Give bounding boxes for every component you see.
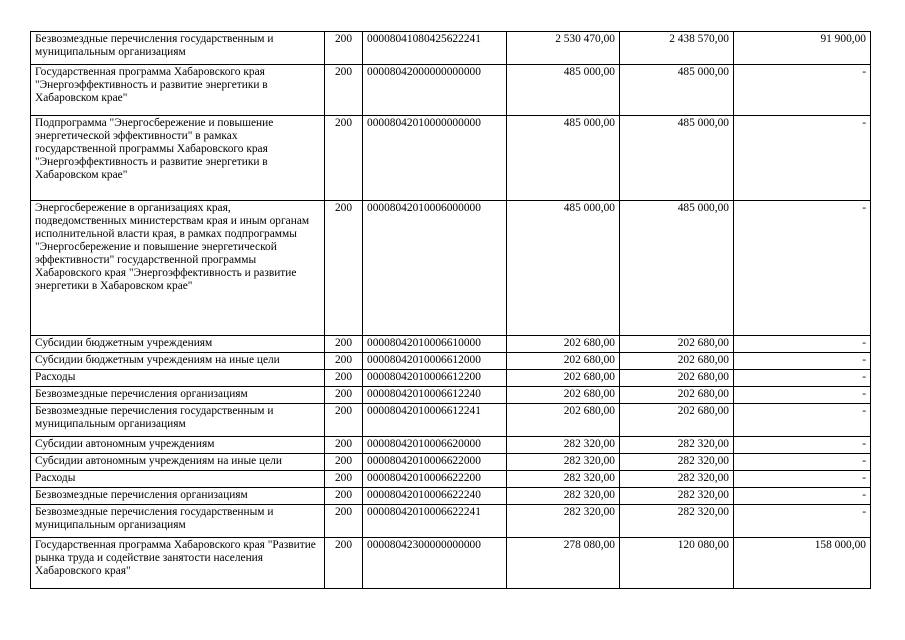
cell-plan: 202 680,00	[507, 404, 620, 437]
cell-diff: -	[734, 404, 871, 437]
cell-fact: 282 320,00	[620, 471, 734, 488]
budget-table-body	[31, 32, 871, 589]
cell-code: 200	[325, 353, 363, 370]
cell-diff: -	[734, 201, 871, 336]
cell-plan: 278 080,00	[507, 538, 620, 589]
cell-plan: 485 000,00	[507, 65, 620, 116]
cell-fact: 120 080,00	[620, 538, 734, 589]
cell-diff: 158 000,00	[734, 538, 871, 589]
cell-fact: 202 680,00	[620, 336, 734, 353]
table-row	[31, 201, 871, 336]
cell-code: 200	[325, 370, 363, 387]
cell-plan: 202 680,00	[507, 387, 620, 404]
cell-csr: 00008042010006612200	[363, 370, 507, 387]
cell-csr: 00008042010006610000	[363, 336, 507, 353]
cell-code: 200	[325, 116, 363, 201]
cell-plan: 282 320,00	[507, 488, 620, 505]
cell-csr: 00008042010006622000	[363, 454, 507, 471]
cell-plan: 485 000,00	[507, 201, 620, 336]
table-row	[31, 404, 871, 437]
cell-plan: 282 320,00	[507, 437, 620, 454]
cell-code: 200	[325, 201, 363, 336]
table-row	[31, 32, 871, 65]
cell-fact: 485 000,00	[620, 201, 734, 336]
cell-diff: 91 900,00	[734, 32, 871, 65]
cell-csr: 00008042010006620000	[363, 437, 507, 454]
cell-fact: 282 320,00	[620, 454, 734, 471]
cell-code: 200	[325, 437, 363, 454]
cell-diff: -	[734, 471, 871, 488]
cell-code: 200	[325, 65, 363, 116]
cell-name: Государственная программа Хабаровского края "Энергоэффективность и развитие энергетики в Хабаровском крае"	[31, 65, 325, 116]
table-row	[31, 454, 871, 471]
table-row	[31, 538, 871, 589]
table-row	[31, 437, 871, 454]
table-row	[31, 65, 871, 116]
cell-name: Безвозмездные перечисления организациям	[31, 488, 325, 505]
cell-plan: 202 680,00	[507, 336, 620, 353]
cell-fact: 485 000,00	[620, 116, 734, 201]
cell-name: Субсидии автономным учреждениям на иные цели	[31, 454, 325, 471]
table-row	[31, 488, 871, 505]
cell-name: Расходы	[31, 370, 325, 387]
cell-plan: 202 680,00	[507, 370, 620, 387]
cell-csr: 00008042000000000000	[363, 65, 507, 116]
cell-csr: 00008042010006612000	[363, 353, 507, 370]
cell-code: 200	[325, 454, 363, 471]
cell-plan: 282 320,00	[507, 471, 620, 488]
cell-diff: -	[734, 454, 871, 471]
cell-name: Безвозмездные перечисления государственным и муниципальным организациям	[31, 404, 325, 437]
cell-fact: 202 680,00	[620, 370, 734, 387]
cell-name: Энергосбережение в организациях края, подведомственных министерствам края и иным органам исполнительной власти края, в рамках подпрограммы "Энергосбережение и повышение энергетической эффективности" государственной программы Хабаровского края "Энергоэффективность и развитие энергетики в Хабаровском крае"	[31, 201, 325, 336]
cell-code: 200	[325, 32, 363, 65]
cell-csr: 00008042010006612240	[363, 387, 507, 404]
cell-code: 200	[325, 404, 363, 437]
table-row	[31, 353, 871, 370]
cell-name: Безвозмездные перечисления государственным и муниципальным организациям	[31, 32, 325, 65]
cell-plan: 2 530 470,00	[507, 32, 620, 65]
table-row	[31, 336, 871, 353]
cell-fact: 485 000,00	[620, 65, 734, 116]
cell-code: 200	[325, 505, 363, 538]
cell-diff: -	[734, 505, 871, 538]
cell-fact: 282 320,00	[620, 437, 734, 454]
cell-fact: 202 680,00	[620, 387, 734, 404]
cell-name: Субсидии бюджетным учреждениям	[31, 336, 325, 353]
cell-csr: 00008041080425622241	[363, 32, 507, 65]
cell-name: Безвозмездные перечисления государственным и муниципальным организациям	[31, 505, 325, 538]
cell-name: Субсидии автономным учреждениям	[31, 437, 325, 454]
cell-fact: 202 680,00	[620, 404, 734, 437]
table-row	[31, 387, 871, 404]
cell-diff: -	[734, 387, 871, 404]
budget-table	[30, 31, 871, 589]
cell-fact: 2 438 570,00	[620, 32, 734, 65]
cell-name: Расходы	[31, 471, 325, 488]
cell-csr: 00008042300000000000	[363, 538, 507, 589]
cell-csr: 00008042010006622200	[363, 471, 507, 488]
cell-code: 200	[325, 471, 363, 488]
table-row	[31, 116, 871, 201]
cell-csr: 00008042010000000000	[363, 116, 507, 201]
table-row	[31, 505, 871, 538]
cell-plan: 282 320,00	[507, 454, 620, 471]
cell-diff: -	[734, 116, 871, 201]
cell-fact: 282 320,00	[620, 505, 734, 538]
table-row	[31, 471, 871, 488]
cell-name: Подпрограмма "Энергосбережение и повышение энергетической эффективности" в рамках государственной программы Хабаровского края "Энергоэффективность и развитие энергетики в Хабаровском крае"	[31, 116, 325, 201]
cell-diff: -	[734, 488, 871, 505]
cell-plan: 282 320,00	[507, 505, 620, 538]
table-row	[31, 370, 871, 387]
cell-code: 200	[325, 538, 363, 589]
cell-diff: -	[734, 437, 871, 454]
cell-code: 200	[325, 336, 363, 353]
cell-fact: 282 320,00	[620, 488, 734, 505]
cell-plan: 485 000,00	[507, 116, 620, 201]
cell-csr: 00008042010006612241	[363, 404, 507, 437]
cell-name: Субсидии бюджетным учреждениям на иные цели	[31, 353, 325, 370]
cell-csr: 00008042010006000000	[363, 201, 507, 336]
cell-diff: -	[734, 336, 871, 353]
cell-code: 200	[325, 387, 363, 404]
cell-diff: -	[734, 370, 871, 387]
cell-diff: -	[734, 353, 871, 370]
cell-csr: 00008042010006622241	[363, 505, 507, 538]
cell-name: Безвозмездные перечисления организациям	[31, 387, 325, 404]
cell-plan: 202 680,00	[507, 353, 620, 370]
cell-code: 200	[325, 488, 363, 505]
cell-diff: -	[734, 65, 871, 116]
cell-fact: 202 680,00	[620, 353, 734, 370]
cell-name: Государственная программа Хабаровского края "Развитие рынка труда и содействие занятости населения Хабаровского края"	[31, 538, 325, 589]
cell-csr: 00008042010006622240	[363, 488, 507, 505]
